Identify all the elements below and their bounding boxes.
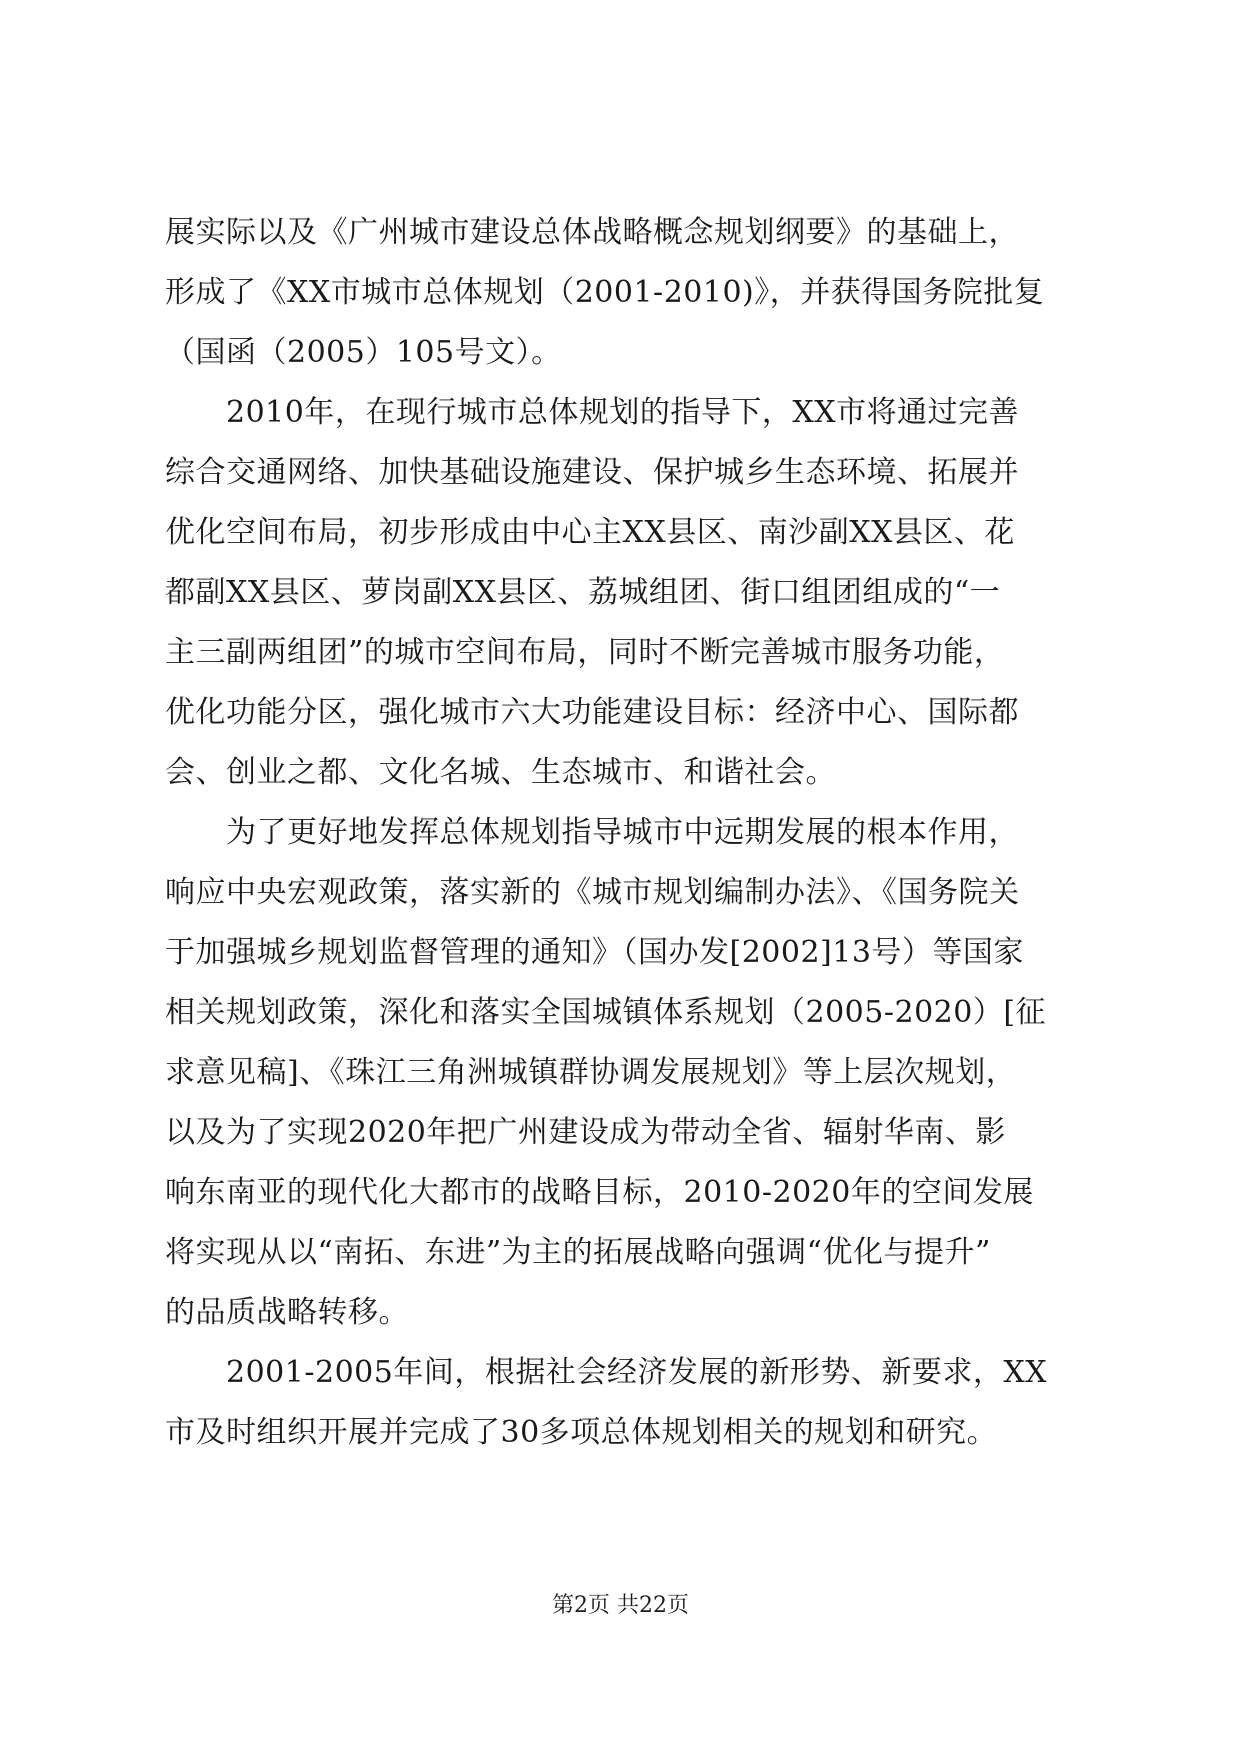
text-line: （国函（2005）105号文）。: [165, 335, 562, 370]
page-number: 第2页 共22页: [552, 1593, 689, 1618]
text-line: 2001-2005年间，根据社会经济发展的新形势、新要求，XX: [165, 1355, 1048, 1390]
text-line: 优化功能分区，强化城市六大功能建设目标：经济中心、国际都: [165, 695, 1019, 730]
text-line: 响东南亚的现代化大都市的战略目标，2010-2020年的空间发展: [165, 1175, 1034, 1210]
text-line: 以及为了实现2020年把广州建设成为带动全省、辐射华南、影: [165, 1115, 1006, 1150]
text-line: 都副XX县区、萝岗副XX县区、荔城组团、街口组团组成的“一: [165, 575, 1001, 610]
text-line: 2010年，在现行城市总体规划的指导下，XX市将通过完善: [165, 395, 1020, 430]
text-line: 主三副两组团”的城市空间布局，同时不断完善城市服务功能，: [165, 635, 1005, 670]
text-line: 市及时组织开展并完成了30多项总体规划相关的规划和研究。: [165, 1415, 998, 1450]
text-line: 响应中央宏观政策，落实新的《城市规划编制办法》、《国务院关: [165, 875, 1020, 910]
text-line: 为了更好地发挥总体规划指导城市中远期发展的根本作用，: [165, 815, 1019, 850]
page-footer: [0, 1588, 1241, 1619]
text-line: 综合交通网络、加快基础设施建设、保护城乡生态环境、拓展并: [165, 455, 1019, 490]
text-line: 会、创业之都、文化名城、生态城市、和谐社会。: [165, 755, 836, 790]
text-line: 求意见稿]、《珠江三角洲城镇群协调发展规划》等上层次规划，: [165, 1055, 1017, 1090]
text-line: 展实际以及《广州城市建设总体战略概念规划纲要》的基础上，: [165, 215, 1019, 250]
body-text: [165, 203, 1080, 1463]
text-line: 优化空间布局，初步形成由中心主XX县区、南沙副XX县区、花: [165, 515, 1015, 550]
text-line: 于加强城乡规划监督管理的通知》（国办发[2002]13号）等国家: [165, 935, 1024, 970]
text-line: 的品质战略转移。: [165, 1295, 409, 1330]
text-line: 相关规划政策，深化和落实全国城镇体系规划（2005-2020）[征: [165, 995, 1047, 1030]
text-line: 将实现从以“南拓、东进”为主的拓展战略向强调“优化与提升”: [165, 1235, 991, 1270]
text-line: 形成了《XX市城市总体规划（2001-2010)》，并获得国务院批复: [165, 275, 1045, 310]
